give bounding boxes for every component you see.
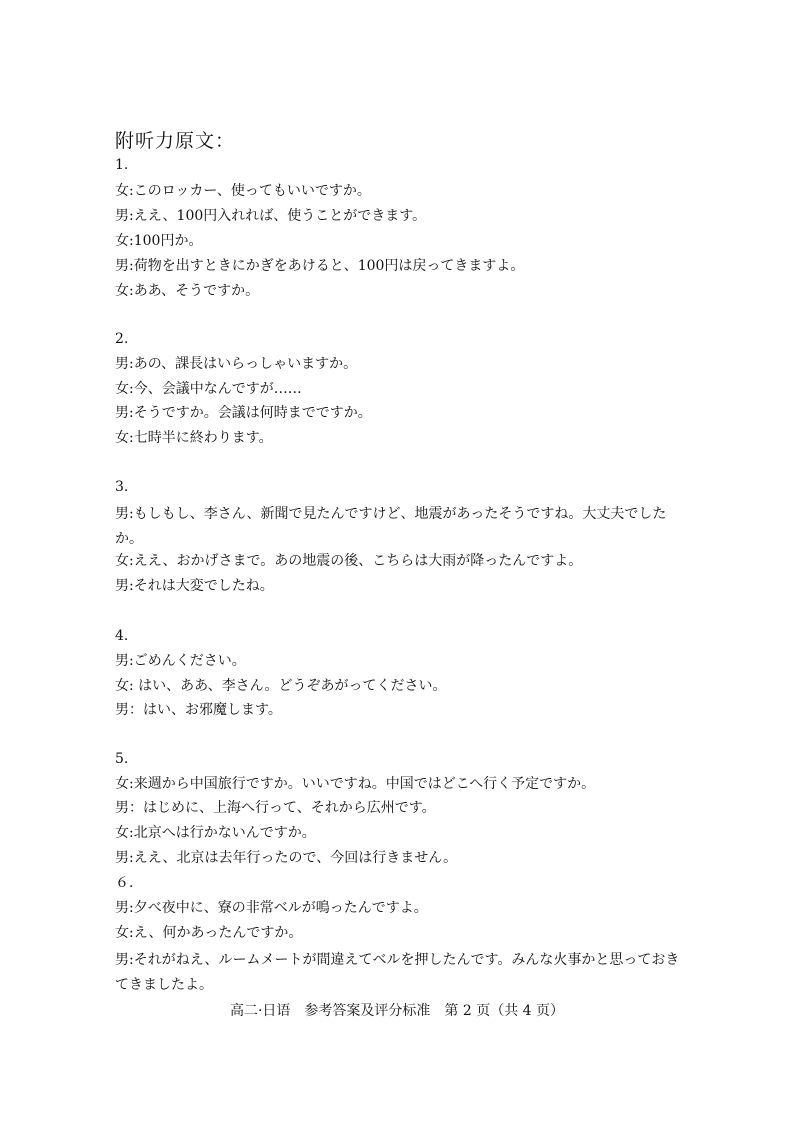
- section-number: 3.: [115, 479, 129, 495]
- dialogue-line: 女: はい、ああ、李さん。どうぞあがってください。: [115, 678, 447, 694]
- dialogue-line: 男：はい、お邪魔します。: [115, 702, 282, 718]
- dialogue-line: 女:七時半に終わります。: [115, 430, 273, 446]
- dialogue-line: 女:え、何かあったんですか。: [115, 925, 303, 941]
- dialogue-line: 男:ごめんください。: [115, 653, 246, 669]
- dialogue-line: 男:それは大変でしたね。: [115, 578, 274, 594]
- dialogue-line: 女:今、会議中なんですが……: [115, 381, 302, 397]
- dialogue-line: 男:荷物を出すときにかぎをあけると、100円は戻ってきますよ。: [115, 258, 525, 274]
- dialogue-line: 男:ええ、100円入れれば、使うことができます。: [115, 208, 427, 224]
- dialogue-line: 男:もしもし、李さん、新聞で見たんですけど、地震があったそうですね。大丈夫でしたか。: [115, 506, 667, 547]
- dialogue-line: 女:来週から中国旅行ですか。いいですね。中国ではどこへ行く予定ですか。: [115, 776, 596, 792]
- page-footer: 高二·日语 参考答案及评分标准 第 2 页（共 4 页）: [229, 1003, 565, 1019]
- dialogue-line: 女:北京へは行かないんですか。: [115, 825, 316, 841]
- dialogue-line: 男:あの、課長はいらっしゃいますか。: [115, 356, 358, 372]
- dialogue-line: 男:夕べ夜中に、寮の非常ベルが鳴ったんですよ。: [115, 900, 428, 916]
- section-number: 1.: [115, 157, 129, 173]
- section-number: 4.: [115, 628, 129, 644]
- dialogue-line: 女:100円か。: [115, 233, 203, 249]
- dialogue-line: 男:それがねえ、ルームメートが間違えてベルを押したんです。みんな火事かと思っておきてきましたよ。: [115, 952, 680, 993]
- section-number: ６.: [115, 875, 134, 891]
- dialogue-line: 男:そうですか。会議は何時までですか。: [115, 405, 372, 421]
- dialogue-line: 女:このロッカー、使ってもいいですか。: [115, 183, 371, 199]
- section-number: 2.: [115, 331, 129, 347]
- dialogue-line: 男：はじめに、上海へ行って、それから広州です。: [115, 800, 436, 816]
- section-number: 5.: [115, 751, 129, 767]
- page-title: 附听力原文：: [115, 130, 236, 152]
- dialogue-line: 女:ええ、おかげさまで。あの地震の後、こちらは大雨が降ったんですよ。: [115, 553, 583, 569]
- dialogue-line: 男:ええ、北京は去年行ったので、今回は行きません。: [115, 850, 458, 866]
- dialogue-line: 女:ああ、そうですか。: [115, 283, 260, 299]
